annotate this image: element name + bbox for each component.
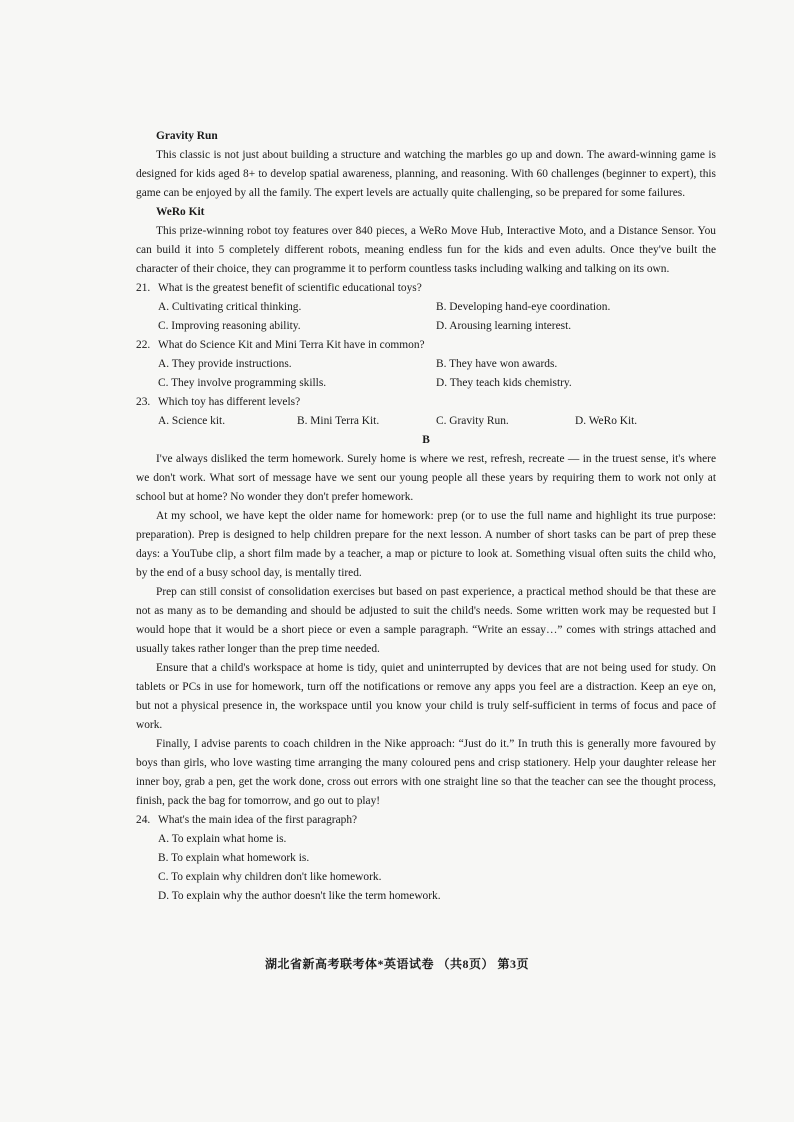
option-b: B. Developing hand-eye coordination. (436, 301, 611, 313)
option-b: B. Mini Terra Kit. (297, 415, 380, 427)
passage-b-paragraph-3: Prep can still consist of consolidation exercises but based on past experience, a practical method should be that these are not as many as to be demanding and should be adjusted to suit the child's needs. Some written work may be requested but I would hope that it would be a short piece or even a sample paragraph. “Write an essay…” comes with strings attached and usually takes rather longer than the prep time needed. (136, 586, 716, 655)
option-d: D. Arousing learning interest. (436, 320, 572, 332)
option-c: C. Gravity Run. (436, 415, 509, 427)
question-number: 21. (136, 282, 151, 294)
question-21 (136, 279, 716, 298)
option-c: C. To explain why children don't like homework. (158, 871, 382, 883)
option-d: D. To explain why the author doesn't like the term homework. (158, 890, 441, 902)
question-22-options (158, 355, 716, 393)
option-a: A. They provide instructions. (158, 358, 292, 370)
passage-b-paragraph-5: Finally, I advise parents to coach children in the Nike approach: “Just do it.” In truth this is generally more favoured by boys than girls, who love wasting time arranging the many coloured pens and crisp stationery. Help your daughter release her inner boy, grab a pen, get the work done, cross out errors with one straight line so that the teacher can see the thought process, finish, pack the bag for tomorrow, and go out to play! (136, 738, 716, 807)
passage-b-paragraph-4: Ensure that a child's workspace at home is tidy, quiet and uninterrupted by devices that are not being used for study. On tablets or PCs in use for homework, turn off the notifications or remove any apps you feel are a distraction. Keep an eye on, but not a physical presence in, the workspace until you know your child is truly self-sufficient in terms of focus and pace of work. (136, 662, 716, 731)
passage-b-paragraph-1: I've always disliked the term homework. Surely home is where we rest, refresh, recreate — in the truest sense, it's where we don't work. What sort of message have we sent our young people all these years by requiring them to work not only at school but at home? No wonder they don't prefer homework. (136, 453, 716, 503)
option-d: D. WeRo Kit. (575, 415, 638, 427)
gravity-run-text: This classic is not just about building a structure and watching the marbles go up and down. The award-winning game is designed for kids aged 8+ to develop spatial awareness, planning, and reasoning. With 60 challenges (beginner to expert), this game can be enjoyed by all the family. The expert levels are actually quite challenging, so be prepared for some failures. (136, 149, 716, 199)
question-number: 23. (136, 396, 151, 408)
option-d: D. They teach kids chemistry. (436, 377, 572, 389)
passage-b-paragraph-2: At my school, we have kept the older name for homework: prep (or to use the full name and highlight its true purpose: preparation). Prep is designed to help children prepare for the next lesson. A number of short tasks can be part of prep these days: a YouTube clip, a short film made by a teacher, a map or picture to look at. Something visual often suits the child who, by the end of a busy school day, is mentally tired. (136, 510, 716, 579)
question-number: 24. (136, 814, 151, 826)
option-a: A. To explain what home is. (158, 833, 287, 845)
option-a: A. Science kit. (158, 415, 226, 427)
option-c: C. They involve programming skills. (158, 377, 327, 389)
option-b: B. To explain what homework is. (158, 852, 310, 864)
question-24 (136, 811, 716, 830)
question-stem: What's the main idea of the first paragraph? (158, 814, 358, 826)
gravity-run-title: Gravity Run (156, 130, 218, 142)
question-stem: Which toy has different levels? (158, 396, 301, 408)
option-b: B. They have won awards. (436, 358, 558, 370)
question-stem: What do Science Kit and Mini Terra Kit have in common? (158, 339, 425, 351)
option-c: C. Improving reasoning ability. (158, 320, 301, 332)
page-footer: 湖北省新高考联考体*英语试卷 （共8页） 第3页 (264, 957, 529, 971)
wero-kit-text: This prize-winning robot toy features over 840 pieces, a WeRo Move Hub, Interactive Moto, and a Distance Sensor. You can build it into 5 completely different robots, meaning endless fun for the kids and even adults. Once they've built the character of their choice, they can programme it to perform countless tasks including walking and talking on its own. (136, 225, 716, 275)
section-b-heading: B (422, 434, 430, 446)
question-23 (136, 393, 716, 412)
wero-kit-title: WeRo Kit (156, 206, 205, 218)
question-number: 22. (136, 339, 151, 351)
question-stem: What is the greatest benefit of scientific educational toys? (158, 282, 422, 294)
option-a: A. Cultivating critical thinking. (158, 301, 302, 313)
page-content (136, 127, 716, 906)
question-22 (136, 336, 716, 355)
question-21-options (158, 298, 716, 336)
question-23-options (158, 412, 716, 431)
